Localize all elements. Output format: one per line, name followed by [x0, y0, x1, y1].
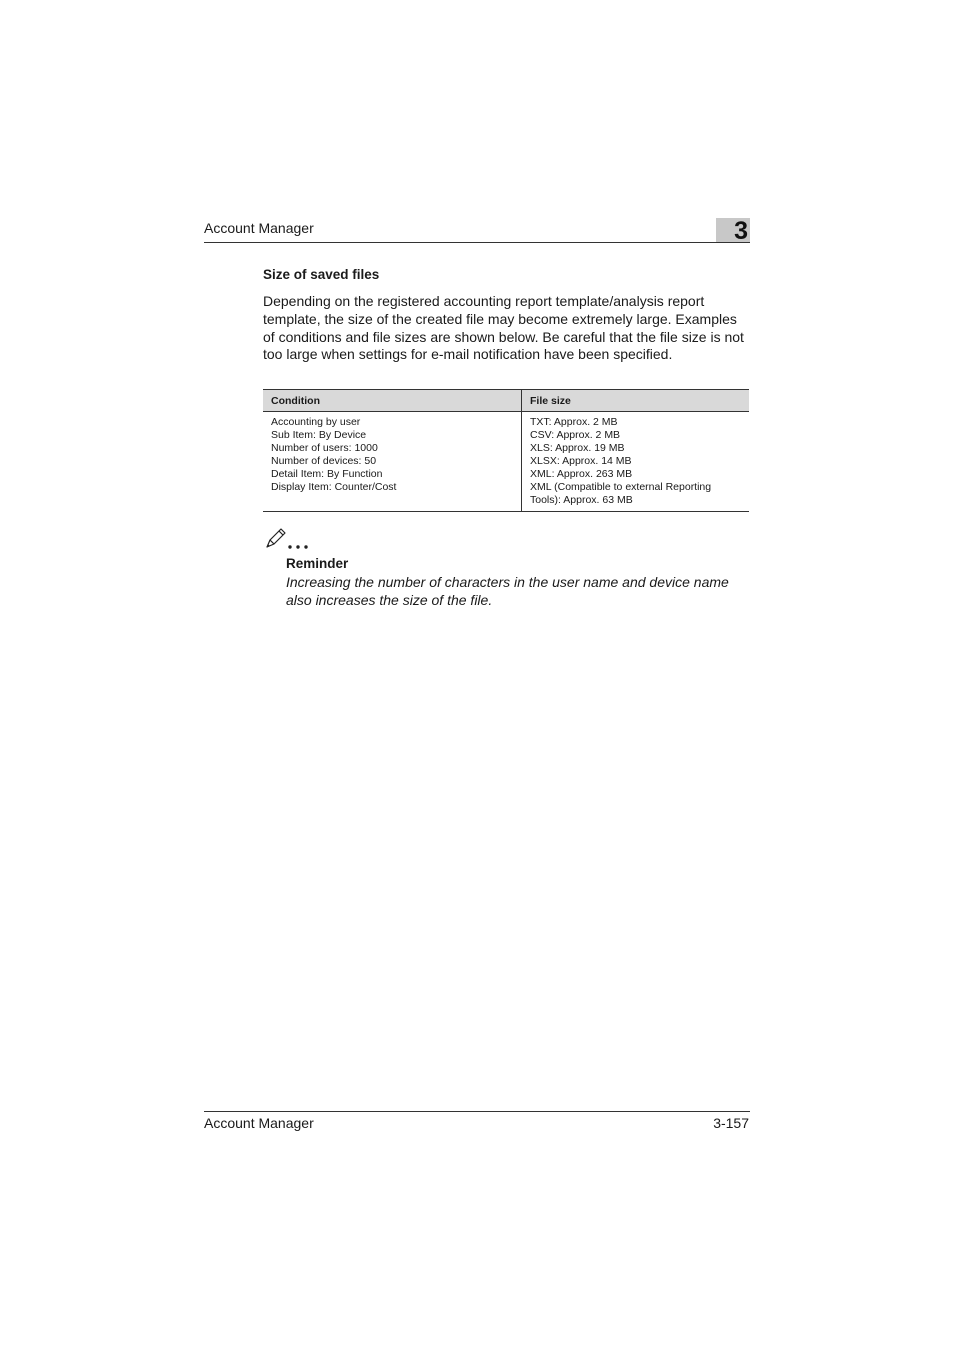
chapter-badge — [716, 217, 750, 245]
table-header-row — [263, 390, 749, 412]
page-number: 3-157 — [713, 1115, 749, 1131]
condition-line: Number of devices: 50 — [271, 455, 377, 467]
file-size-line: XLS: Approx. 19 MB — [530, 442, 625, 454]
reminder-title: Reminder — [286, 556, 349, 571]
chapter-number: 3 — [734, 217, 748, 245]
file-size-line: XML: Approx. 263 MB — [530, 468, 633, 480]
condition-line: Accounting by user — [271, 416, 361, 428]
file-size-line: XLSX: Approx. 14 MB — [530, 455, 632, 467]
file-size-cell — [522, 412, 750, 512]
condition-line: Sub Item: By Device — [271, 429, 367, 441]
table-row — [263, 412, 749, 512]
file-size-table — [263, 389, 749, 512]
section-body: Depending on the registered accounting report template/analysis report template, the size of the created file may become extremely large. Examples of conditions and file sizes are shown below. Be careful that the file size is not too large when settings for e-mail notification have been specified. — [263, 293, 744, 363]
condition-line: Display Item: Counter/Cost — [271, 481, 397, 493]
condition-line: Number of users: 1000 — [271, 442, 378, 454]
file-size-line: XML (Compatible to external Reporting — [530, 481, 712, 493]
file-size-line: CSV: Approx. 2 MB — [530, 429, 621, 441]
footer-divider — [204, 1111, 750, 1112]
reminder-text: Increasing the number of characters in the user name and device name also increases the size of the file. — [286, 574, 729, 608]
condition-line: Detail Item: By Function — [271, 468, 383, 480]
file-size-line: Tools): Approx. 63 MB — [530, 494, 633, 506]
section-heading: Size of saved files — [263, 267, 380, 282]
footer-title: Account Manager — [204, 1115, 314, 1131]
file-size-line: TXT: Approx. 2 MB — [530, 416, 618, 428]
header-divider — [204, 242, 750, 243]
header-title: Account Manager — [204, 220, 314, 236]
column-header-condition: Condition — [263, 390, 522, 412]
column-header-file-size: File size — [522, 390, 750, 412]
condition-cell — [263, 412, 522, 512]
pencil-note-icon — [263, 527, 313, 551]
